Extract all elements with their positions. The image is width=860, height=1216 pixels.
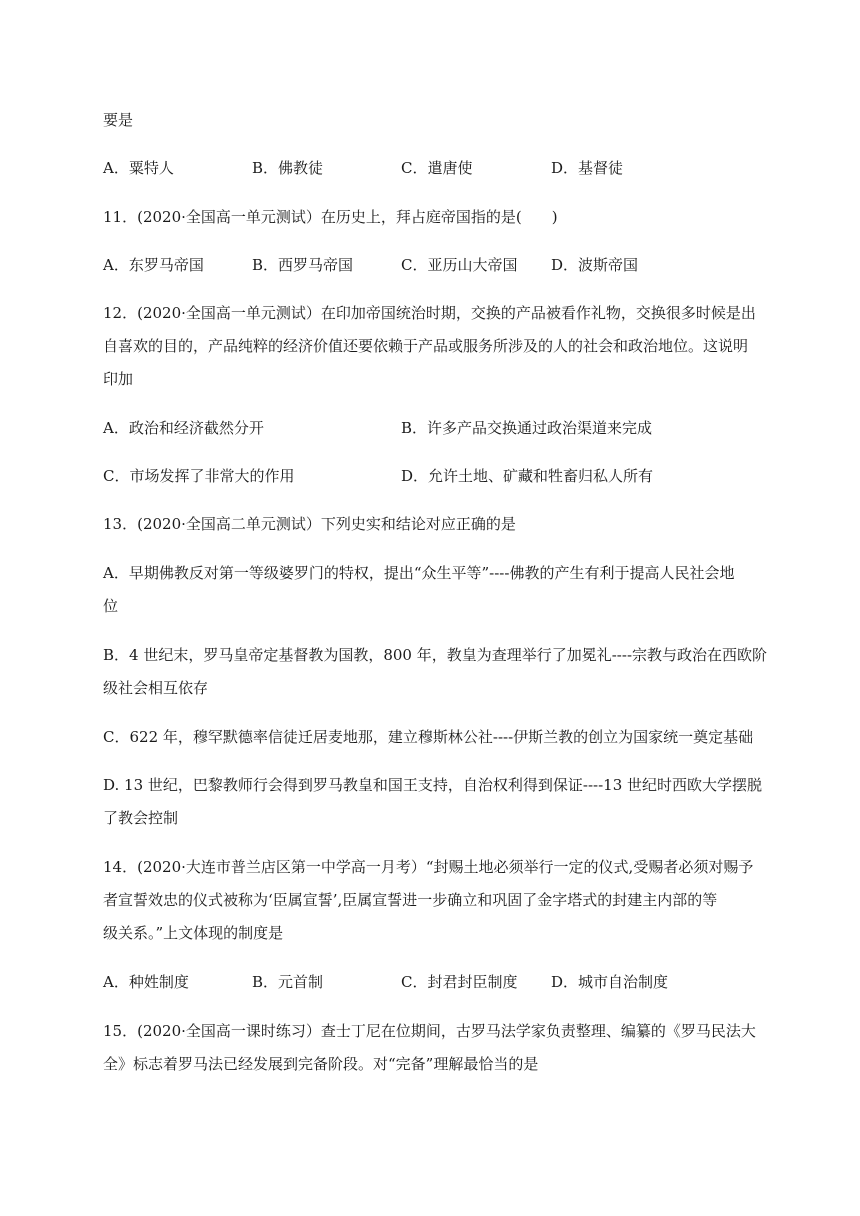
q13-option-d-line-1: D. 13 世纪，巴黎教师行会得到罗马教皇和国王支持，自治权利得到保证----13 世纪时西欧大学摆脱 (103, 776, 763, 794)
q12-stem-line-1: 12．(2020·全国高一单元测试）在印加帝国统治时期，交换的产品被看作礼物，交换很多时候是出 (103, 304, 756, 322)
q10-stem-tail: 要是 (103, 111, 134, 129)
q12-option-a: A．政治和经济截然分开 (103, 419, 264, 437)
q13-option-b-line-2: 级社会相互依存 (103, 679, 209, 697)
q13-option-b-line-1: B．4 世纪末，罗马皇帝定基督教为国教，800 年，教皇为查理举行了加冕礼----宗教与政治在西欧阶 (103, 646, 768, 664)
q13-option-c: C．622 年，穆罕默德率信徒迁居麦地那，建立穆斯林公社----伊斯兰教的创立为国家统一奠定基础 (103, 728, 754, 746)
q11-option-a: A．东罗马帝国 (103, 256, 204, 274)
q11-stem: 11．(2020·全国高一单元测试）在历史上，拜占庭帝国指的是( ) (103, 208, 558, 226)
q11-option-c: C．亚历山大帝国 (401, 256, 518, 274)
q10-option-d: D．基督徒 (551, 159, 624, 177)
q14-option-b: B．元首制 (252, 973, 324, 991)
q10-option-a: A．粟特人 (103, 159, 174, 177)
q13-option-d-line-2: 了教会控制 (103, 809, 179, 827)
q12-stem-line-2: 自喜欢的目的，产品纯粹的经济价值还要依赖于产品或服务所涉及的人的社会和政治地位。这说明 (103, 337, 749, 355)
q13-stem: 13．(2020·全国高二单元测试）下列史实和结论对应正确的是 (103, 515, 516, 533)
q14-stem-line-1: 14．(2020·大连市普兰店区第一中学高一月考）“封赐土地必须举行一定的仪式,受赐者必须对赐予 (103, 858, 754, 876)
q14-option-a: A．种姓制度 (103, 973, 189, 991)
q13-option-a-line-2: 位 (103, 597, 119, 615)
q12-stem-line-3: 印加 (103, 370, 134, 388)
q12-option-d: D．允许土地、矿藏和牲畜归私人所有 (401, 467, 654, 485)
q11-option-b: B．西罗马帝国 (252, 256, 354, 274)
q11-option-d: D．波斯帝国 (551, 256, 639, 274)
q15-stem-line-2: 全》标志着罗马法已经发展到完备阶段。对“完备”理解最恰当的是 (103, 1055, 539, 1073)
q10-option-c: C．遣唐使 (401, 159, 473, 177)
q10-option-b: B．佛教徒 (252, 159, 324, 177)
q14-option-d: D．城市自治制度 (551, 973, 669, 991)
q14-stem-line-3: 级关系。”上文体现的制度是 (103, 924, 284, 942)
q14-option-c: C．封君封臣制度 (401, 973, 518, 991)
q12-option-b: B．许多产品交换通过政治渠道来完成 (401, 419, 653, 437)
q12-option-c: C．市场发挥了非常大的作用 (103, 467, 295, 485)
q13-option-a-line-1: A．早期佛教反对第一等级婆罗门的特权，提出“众生平等”----佛教的产生有利于提高人民社会地 (103, 564, 735, 582)
q14-stem-line-2: 者宣誓效忠的仪式被称为‘臣属宣誓’,臣属宣誓进一步确立和巩固了金字塔式的封建主内部的等 (103, 891, 718, 909)
q15-stem-line-1: 15．(2020·全国高一课时练习）查士丁尼在位期间，古罗马法学家负责整理、编纂的《罗马民法大 (103, 1022, 756, 1040)
